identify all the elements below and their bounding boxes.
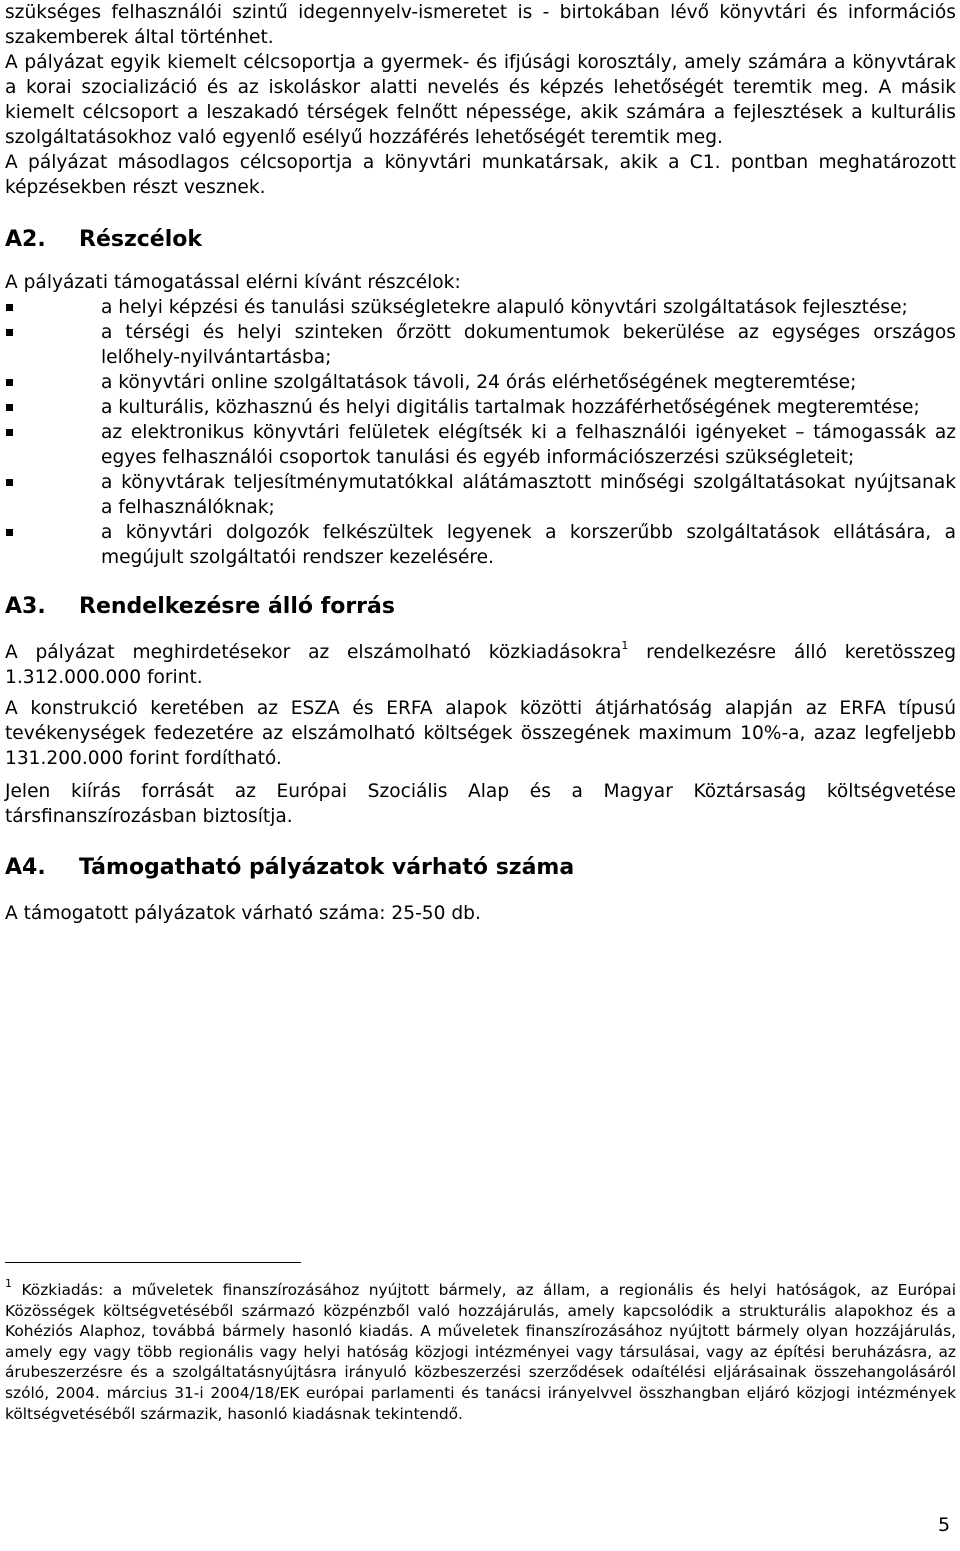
a3-paragraph-2: A konstrukció keretében az ESZA és ERFA alapok közötti átjárhatóság alapján az ERFA típusú tevékenységek fedezetére az elszámolható költségek összegének maximum 10%-a, azaz legfeljebb 131.200.000 forint fordítható. [5,698,956,769]
a4-paragraph-1: A támogatott pályázatok várható száma: 25-50 db. [5,903,481,924]
square-bullet-icon [6,329,13,336]
section-heading-a3 [5,592,956,622]
list-item [5,420,956,470]
list-item [5,395,956,420]
section-title-a4: Támogatható pályázatok várható száma [79,855,575,880]
square-bullet-icon [6,304,13,311]
list-item-text: a térségi és helyi szinteken őrzött dokumentumok bekerülése az egységes országos lelőhely-nyilvántartásba; [101,322,956,368]
a3-paragraph-1-end: rendelkezésre álló keretösszeg 1.312.000.000 forint. [5,642,957,688]
footnote-divider [5,1262,301,1263]
list-item-text: a könyvtári dolgozók felkészültek legyenek a korszerűbb szolgáltatások ellátására, a megújult szolgáltatói rendszer kezelésére. [101,522,956,568]
a3-paragraph-1 [5,640,956,690]
list-item-text: a helyi képzési és tanulási szükségletekre alapuló könyvtári szolgáltatások fejlesztése; [101,297,908,318]
intro-paragraph-2: A pályázat egyik kiemelt célcsoportja a gyermek- és ifjúsági korosztály, amely számára a könyvtárak a korai szocializáció és az iskoláskor alatti nevelés és képzés lehetőségét teremtik meg. A másik kiemelt célcsoport a leszakadó térségek felnőtt népessége, akik számára a fejlesztések a kulturális szolgáltatásokhoz való egyenlő esélyű hozzáférés lehetőségét teremtik meg. [5,52,956,148]
page-number: 5 [938,1514,951,1536]
list-item [5,370,956,395]
section-number-a4: A4. [5,855,46,880]
section-heading-a4 [5,853,956,883]
list-item-text: a könyvtárak teljesítménymutatókkal alátámasztott minőségi szolgáltatásokat nyújtsanak a felhasználóknak; [101,472,956,518]
list-item-text: az elektronikus könyvtári felületek elégítsék ki a felhasználói igényeket – támogassák az egyes felhasználói csoportok tanulási és egyéb információszerzési szükségleteit; [101,422,956,468]
document-page [5,0,956,926]
a3-paragraph-3: Jelen kiírás forrását az Európai Szociális Alap és a Magyar Köztársaság költségvetése társfinanszírozásban biztosítja. [5,781,956,827]
a3-paragraph-1-start: A pályázat meghirdetésekor az elszámolható közkiadásokra [5,642,622,663]
footnote [5,1276,956,1424]
section-title-a2: Részcélok [79,227,203,252]
section-title-a3: Rendelkezésre álló forrás [79,594,395,619]
footnote-text: Közkiadás: a műveletek finanszírozásához nyújtott bármely, az állam, a regionális és helyi hatóságok, az Európai Közösségek költségvetéséből származó közpénzből való hozzájárulás, amely kapcsolódik a strukturális alapokhoz és a Kohéziós Alaphoz, továbbá bármely hasonló kiadás. A műveletek finanszírozásához nyújtott bármely olyan hozzájárulás, amely egy vagy több regionális vagy helyi hatóság közjogi intézményei vagy társulásai, vagy az építési beruházásra, az árubeszerzésre és a szolgáltatásnyújtásra irányuló közbeszerzési szerződések odaítélési eljárásainak összehangolásáról szóló, 2004. március 31-i 2004/18/EK európai parlamenti és tanácsi irányelvvel összhangban eljáró közjogi intézmények költségvetéséből származik, hasonló kiadásnak tekintendő. [5,1281,956,1423]
square-bullet-icon [6,429,13,436]
list-item-text: a kulturális, közhasznú és helyi digitális tartalmak hozzáférhetőségének megteremtése; [101,397,920,418]
intro-paragraph-3: A pályázat másodlagos célcsoportja a könyvtári munkatársak, akik a C1. pontban meghatározott képzésekben részt vesznek. [5,152,956,198]
square-bullet-icon [6,379,13,386]
list-item [5,520,956,570]
list-item [5,320,956,370]
footnote-marker: 1 [5,1276,12,1290]
section-heading-a2 [5,225,956,255]
a2-goal-list [5,295,956,570]
list-item-text: a könyvtári online szolgáltatások távoli, 24 órás elérhetőségének megteremtése; [101,372,857,393]
square-bullet-icon [6,404,13,411]
section-number-a2: A2. [5,227,46,252]
list-item [5,295,956,320]
square-bullet-icon [6,479,13,486]
section-number-a3: A3. [5,594,46,619]
list-item [5,470,956,520]
footnote-reference: 1 [621,638,629,652]
square-bullet-icon [6,529,13,536]
a2-intro: A pályázati támogatással elérni kívánt részcélok: [5,272,461,293]
intro-paragraph-1: szükséges felhasználói szintű idegennyelv-ismeretet is - birtokában lévő könyvtári és információs szakemberek által történhet. [5,2,956,48]
